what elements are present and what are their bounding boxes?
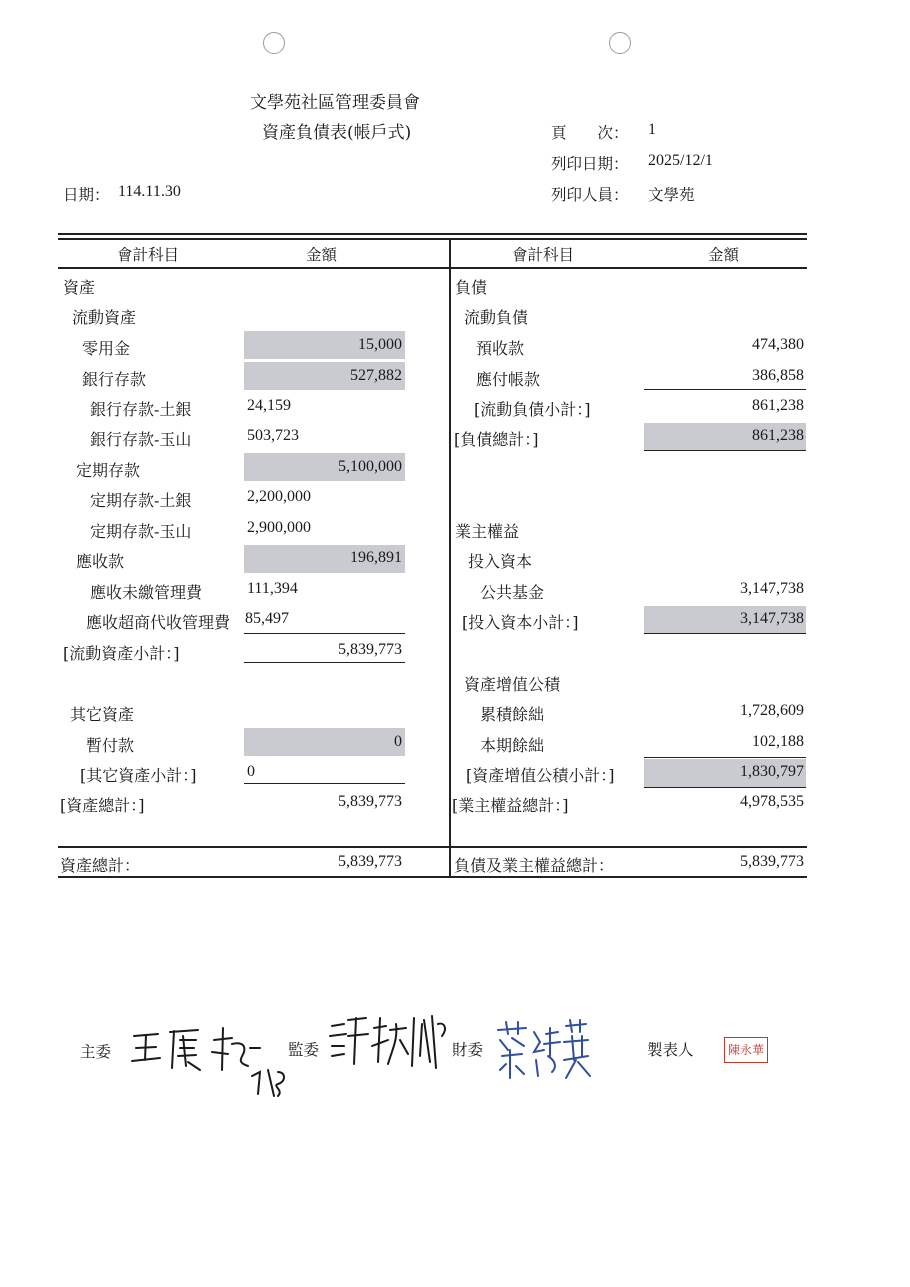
left-row-amount: 85,497 [245,610,289,627]
table-bottom-rule [58,876,807,878]
chair-label: 主委 [80,1043,112,1061]
left-row-amount: 0 [394,733,402,750]
printer-value: 文學苑 [648,186,695,204]
left-row-label: [流動資產小計：] [63,644,180,663]
print-date-value: 2025/12/1 [648,152,713,169]
right-row-amount: 4,978,535 [740,793,804,810]
right-row-label: 流動負債 [464,308,529,327]
left-row-label: 應收超商代收管理費 [86,613,231,632]
rule-right-reserve-bottom [644,787,806,788]
rule-left-current-subtotal [244,633,405,634]
punch-hole-right [609,32,631,54]
left-row-amount: 0 [247,763,255,780]
left-row-amount: 15,000 [358,336,402,353]
left-row-amount: 2,900,000 [247,519,311,536]
report-title: 資產負債表(帳戶式) [262,123,412,143]
left-row-amount: 527,882 [350,367,402,384]
left-row-label: [其它資產小計：] [80,766,197,785]
page-label: 頁 次： [551,124,629,142]
left-row-amount: 24,159 [247,397,291,414]
table-top-rule-2 [58,238,807,240]
right-row-label: 本期餘絀 [480,736,545,755]
right-row-label: 業主權益 [455,522,520,541]
left-row-label: 銀行存款-土銀 [90,400,192,419]
rule-right-liab-total [644,450,806,451]
left-row-label: 零用金 [82,339,131,358]
right-row-label: [流動負債小計：] [474,400,591,419]
right-row-amount: 386,858 [752,367,804,384]
right-row-label: 累積餘絀 [480,705,545,724]
grand-total-right-label: 負債及業主權益總計： [454,856,615,875]
right-row-label: 資產增值公積 [464,675,561,694]
page-value: 1 [648,121,656,138]
table-header-rule [58,267,807,269]
date-label: 日期： [63,186,110,204]
org-name: 文學苑社區管理委員會 [250,93,420,113]
left-row-label: 流動資產 [72,308,137,327]
date-value: 114.11.30 [118,183,181,200]
treasurer-signature [492,1016,592,1084]
left-row-label: [資產總計：] [60,796,145,815]
right-row-amount: 1,830,797 [740,763,804,780]
table-total-rule [58,846,807,848]
left-account-header: 會計科目 [117,246,180,264]
right-row-amount: 861,238 [752,427,804,444]
right-row-label: [負債總計：] [454,430,539,449]
supervisor-label: 監委 [288,1041,320,1059]
right-row-label: [投入資本小計：] [462,613,579,632]
left-row-label: 銀行存款-玉山 [90,430,192,449]
right-row-amount: 861,238 [752,397,804,414]
right-row-label: 應付帳款 [476,370,541,389]
punch-hole-left [263,32,285,54]
left-row-label: 暫付款 [86,736,135,755]
left-row-label: 其它資產 [70,705,135,724]
right-row-amount: 1,728,609 [740,702,804,719]
left-amount-header: 金額 [306,246,338,264]
grand-total-left-label: 資產總計： [60,856,141,875]
printer-label: 列印人員： [551,186,629,204]
table-center-divider [449,238,451,878]
right-row-label: [資產增值公積小計：] [466,766,615,785]
left-row-label: 定期存款-土銀 [90,491,192,510]
left-row-label: 應收款 [76,552,125,571]
right-row-amount: 3,147,738 [740,580,804,597]
right-row-label: 投入資本 [468,552,533,571]
left-row-label: 資產 [63,278,96,297]
right-row-label: 預收款 [476,339,525,358]
rule-right-capital-subtotal [644,633,806,634]
supervisor-signature [326,1006,452,1078]
preparer-label: 製表人 [647,1041,694,1059]
left-row-amount: 5,100,000 [338,458,402,475]
table-top-rule-1 [58,233,807,235]
chair-signature [128,1018,288,1098]
treasurer-label: 財委 [452,1041,484,1059]
stamp-text: 陳永華 [727,1043,764,1057]
rule-left-current-subtotal-bottom [244,662,405,663]
left-row-amount: 2,200,000 [247,488,311,505]
left-row-label: 定期存款-玉山 [90,522,192,541]
rule-right-reserve-top [644,757,806,758]
left-row-amount: 111,394 [247,580,298,597]
rule-left-other-subtotal [244,783,405,784]
left-row-label: 應收未繳管理費 [90,583,203,602]
left-row-label: 定期存款 [76,461,141,480]
left-row-amount: 5,839,773 [338,793,402,810]
preparer-stamp [724,1037,768,1063]
left-row-amount: 5,839,773 [338,641,402,658]
right-amount-header: 金額 [708,246,740,264]
right-row-label: [業主權益總計：] [452,796,569,815]
right-row-amount: 3,147,738 [740,610,804,627]
left-row-label: 銀行存款 [82,370,147,389]
right-row-label: 負債 [455,278,488,297]
rule-right-payable [644,389,806,390]
right-row-amount: 474,380 [752,336,804,353]
print-date-label: 列印日期： [551,155,629,173]
right-row-amount: 102,188 [752,733,804,750]
grand-total-right-amount: 5,839,773 [740,853,804,870]
grand-total-left-amount: 5,839,773 [338,853,402,870]
left-row-amount: 196,891 [350,549,402,566]
left-row-amount: 503,723 [247,427,299,444]
right-account-header: 會計科目 [512,246,575,264]
right-row-label: 公共基金 [480,583,545,602]
